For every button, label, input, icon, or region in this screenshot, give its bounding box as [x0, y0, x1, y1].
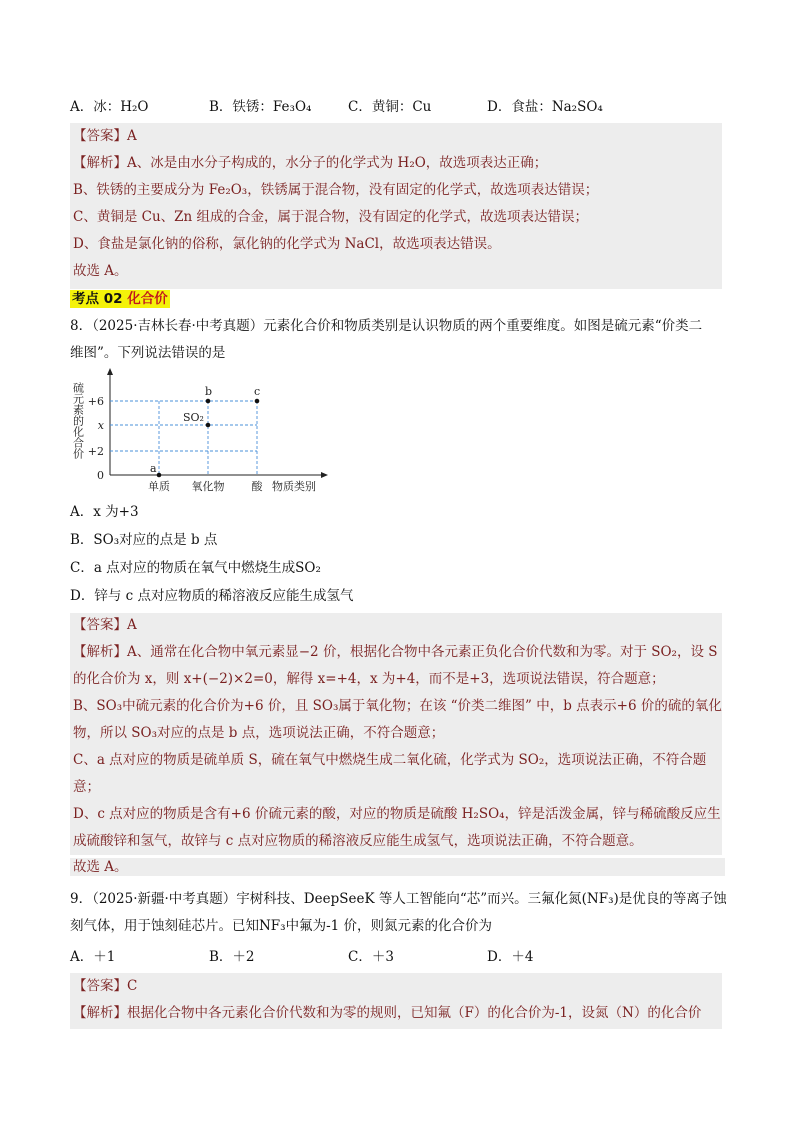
q7-option-b: B．铁锈：Fe₃O₄	[209, 99, 312, 115]
q8-stem-line2: 维图”。下列说法错误的是	[70, 345, 226, 361]
data-point	[255, 399, 260, 404]
explanation-line: 的化合价为 x，则 x+(−2)×2=0，解得 x=+4，x 为+4，而不是+3，选项说法错误，符合题意；	[73, 671, 665, 687]
x-tick-label: 氧化物	[191, 480, 225, 493]
section-number: 考点 02	[72, 291, 123, 307]
y-tick-label: x	[97, 419, 104, 432]
explanation-line: D、食盐是氯化钠的俗称，氯化钠的化学式为 NaCl，故选项表达错误。	[73, 236, 501, 252]
q9-option-c: C．＋3	[348, 949, 394, 965]
data-point	[206, 399, 211, 404]
data-point	[206, 423, 211, 428]
valence-category-chart	[66, 368, 336, 496]
answer-label: 【答案】A	[73, 617, 137, 633]
chart-points	[150, 385, 260, 477]
explanation-line: 【解析】A、通常在化合物中氧元素显−2 价，根据化合物中各元素正负化合价代数和为零。对于 SO₂，设 S	[73, 644, 718, 660]
data-point	[157, 473, 162, 478]
q8-stem-line1: 8．（2025·吉林长春·中考真题）元素化合价和物质类别是认识物质的两个重要维度。如图是硫元素“价类二	[70, 318, 703, 334]
q8-option-b: B．SO₃对应的点是 b 点	[70, 532, 218, 548]
answer-label: 【答案】A	[73, 128, 137, 144]
q8-option-c: C．a 点对应的物质在氧气中燃烧生成SO₂	[70, 560, 321, 576]
section-title: 化合价	[127, 291, 168, 307]
q9-option-b: B．＋2	[209, 949, 255, 965]
x-tick-label: 单质	[148, 480, 170, 493]
y-tick-label: +2	[87, 445, 104, 458]
explanation-line: B、铁锈的主要成分为 Fe₂O₃，铁锈属于混合物，没有固定的化学式，故选项表达错误；	[73, 182, 599, 198]
x-axis-arrow	[321, 472, 328, 478]
answer-block-q9	[70, 973, 722, 1029]
q9-stem-line1: 9．（2025·新疆·中考真题）宇树科技、DeepSeeK 等人工智能向“芯”而兴。三氟化氮(NF₃)是优良的等离子蚀	[70, 891, 727, 907]
section-heading	[70, 290, 170, 308]
explanation-line: C、黄铜是 Cu、Zn 组成的合金，属于混合物，没有固定的化学式，故选项表达错误；	[73, 209, 589, 225]
q8-option-d: D．锌与 c 点对应物质的稀溶液反应能生成氢气	[70, 588, 354, 604]
explanation-line: C、a 点对应的物质是硫单质 S，硫在氧气中燃烧生成二氧化硫，化学式为 SO₂，选项说法正确，不符合题	[73, 752, 707, 768]
answer-label: 【答案】C	[73, 978, 138, 994]
q7-option-d: D．食盐：Na₂SO₄	[487, 99, 603, 115]
explanation-line: B、SO₃中硫元素的化合价为+6 价，且 SO₃属于氧化物；在该 “价类二维图” 中，b 点表示+6 价的硫的氧化	[73, 698, 722, 714]
explanation-line: 意；	[73, 779, 100, 795]
q9-stem-line2: 刻气体，用于蚀刻硅芯片。已知NF₃中氟为-1 价，则氮元素的化合价为	[70, 918, 493, 934]
data-point-label: SO₂	[183, 411, 204, 424]
answer-block-q8	[70, 613, 722, 855]
q7-option-c: C．黄铜：Cu	[348, 99, 432, 115]
explanation-line: 【解析】根据化合物中各元素化合价代数和为零的规则，已知氟（F）的化合价为-1，设氮（N）的化合价	[73, 1005, 702, 1021]
chart-ticks	[88, 395, 264, 493]
y-tick-label: +6	[87, 395, 104, 408]
q9-option-a: A．＋1	[70, 949, 116, 965]
data-point-label: b	[205, 385, 213, 398]
explanation-line: 物，所以 SO₃对应的点是 b 点，选项说法正确，不符合题意；	[73, 725, 445, 741]
answer-block-q7	[70, 123, 722, 289]
explanation-line: D、c 点对应的物质是含有+6 价硫元素的酸，对应的物质是硫酸 H₂SO₄，锌是活泼金属，锌与稀硫酸反应生	[73, 806, 721, 822]
x-tick-label: 酸	[251, 480, 263, 493]
explanation-line: 【解析】A、冰是由水分子构成的，水分子的化学式为 H₂O，故选项表达正确；	[73, 155, 548, 171]
y-tick-label: 0	[97, 469, 104, 482]
q7-option-a: A．冰：H₂O	[70, 99, 149, 115]
q8-option-a: A．x 为+3	[70, 504, 139, 520]
explanation-line: 故选 A。	[73, 263, 128, 279]
answer-choice-q8: 故选 A。	[70, 858, 725, 876]
data-point-label: a	[150, 462, 157, 475]
data-point-label: c	[254, 385, 261, 398]
q9-option-d: D．＋4	[487, 949, 534, 965]
explanation-line: 成硫酸锌和氢气，故锌与 c 点对应物质的稀溶液反应能生成氢气，选项说法正确，不符合题意。	[73, 833, 643, 849]
chart-xlabel: 物质类别	[272, 480, 316, 493]
y-axis-arrow	[107, 368, 113, 375]
chart-ylabel: 硫元素的化合价	[71, 382, 85, 459]
